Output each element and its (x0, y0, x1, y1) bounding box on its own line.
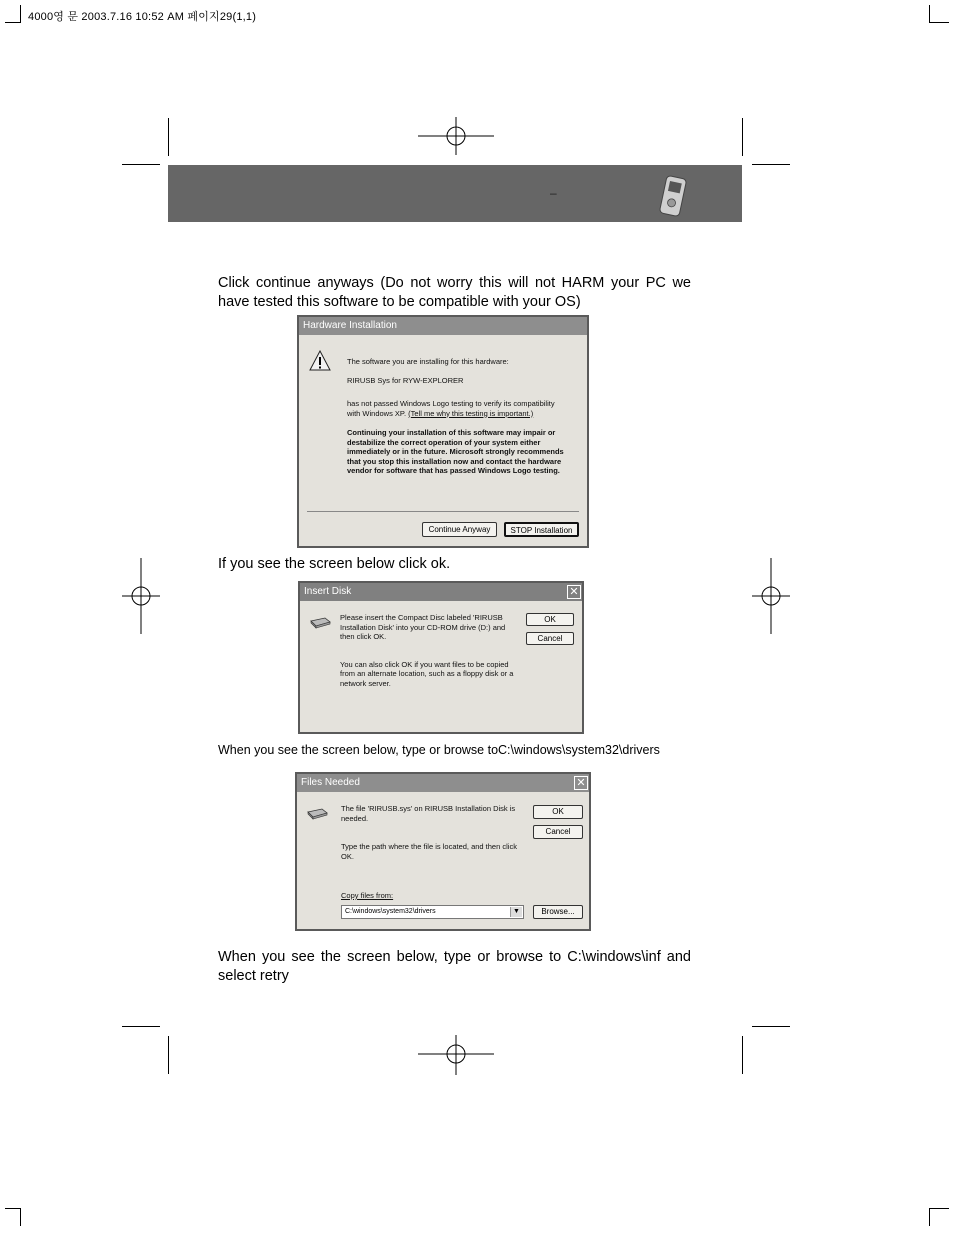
continue-anyway-button[interactable]: Continue Anyway (422, 522, 497, 537)
crop-mark (929, 1208, 930, 1226)
crop-mark (5, 1208, 21, 1209)
cancel-button[interactable]: Cancel (533, 825, 583, 839)
trim-mark (752, 1026, 790, 1027)
registration-mark (122, 558, 160, 634)
trim-mark (742, 118, 743, 156)
header-band (168, 165, 742, 222)
ok-button[interactable]: OK (526, 613, 574, 626)
testing-info-link[interactable]: (Tell me why this testing is important.) (408, 408, 534, 418)
dialog-text: You can also click OK if you want files to be copied from an alternate location, such as a floppy disk or a network server. (340, 659, 514, 688)
instruction-inf-path: When you see the screen below, type or browse to C:\windows\inf and select retry (218, 949, 691, 984)
crop-mark (929, 22, 949, 23)
copy-files-combo[interactable] (341, 905, 524, 919)
trim-mark (742, 1036, 743, 1074)
trim-mark (168, 1036, 169, 1074)
dialog-text: Please insert the Compact Disc labeled 'RIRUSB Installation Disk' into your CD-ROM drive (D:) and then click OK. (340, 613, 506, 641)
dialog-text: has not passed Windows Logo testing to verify its compatibility (347, 399, 555, 408)
cd-drive-icon (306, 808, 328, 820)
crop-mark (929, 5, 930, 22)
browse-button[interactable]: Browse... (533, 905, 583, 919)
files-needed-dialog (295, 772, 591, 931)
registration-mark (418, 117, 494, 155)
instruction-drivers-path: When you see the screen below, type or browse toC:\windows\system32\drivers (218, 743, 660, 757)
dialog-text: Type the path where the file is located, and then click OK. (341, 842, 517, 861)
trim-mark (752, 164, 790, 165)
hardware-installation-dialog (297, 315, 589, 548)
dialog-text: The software you are installing for this hardware: (347, 357, 509, 366)
insert-disk-dialog (298, 581, 584, 734)
dialog-title: Files Needed (297, 774, 589, 792)
instruction-click-ok: If you see the screen below click ok. (218, 556, 451, 572)
trim-mark (168, 118, 169, 156)
registration-mark (752, 558, 790, 634)
dialog-title: Hardware Installation (299, 317, 587, 335)
trim-mark (122, 1026, 160, 1027)
instruction-continue: Click continue anyways (Do not worry this will not HARM your PC we have tested this software to be compatible with your OS) (218, 275, 691, 310)
crop-mark (20, 1208, 21, 1226)
divider (307, 511, 579, 512)
print-header: 4000영 문 2003.7.16 10:52 AM 페이지29(1,1) (28, 11, 257, 23)
stop-installation-button[interactable]: STOP Installation (504, 522, 579, 537)
dialog-text: The file 'RIRUSB.sys' on RIRUSB Installation Disk is needed. (341, 804, 516, 823)
close-icon[interactable]: ✕ (567, 585, 581, 599)
registration-mark (418, 1035, 494, 1075)
close-icon[interactable]: ✕ (574, 776, 588, 790)
band-dash: – (550, 186, 557, 200)
ok-button[interactable]: OK (533, 805, 583, 819)
dialog-text: with Windows XP. (347, 408, 407, 418)
warning-text: Continuing your installation of this software may impair or destabilize the correct operation of your system either immediately or in the future. Microsoft strongly recommends that you stop this installation now and contact the hardware vendor for software that has passed Windows Logo testing. (347, 428, 564, 475)
cancel-button[interactable]: Cancel (526, 632, 574, 645)
crop-mark (20, 5, 21, 22)
cd-drive-icon (309, 617, 331, 629)
trim-mark (122, 164, 160, 165)
chevron-down-icon[interactable]: ▼ (510, 907, 522, 917)
copy-files-label: Copy files from: (341, 891, 394, 900)
device-name: RIRUSB Sys for RYW-EXPLORER (347, 375, 464, 385)
dialog-title: Insert Disk (300, 583, 582, 601)
crop-mark (929, 1208, 949, 1209)
warning-icon (309, 350, 331, 372)
mp3-player-icon (658, 175, 688, 217)
crop-mark (5, 22, 21, 23)
copy-files-value: C:\windows\system32\drivers (345, 908, 436, 915)
